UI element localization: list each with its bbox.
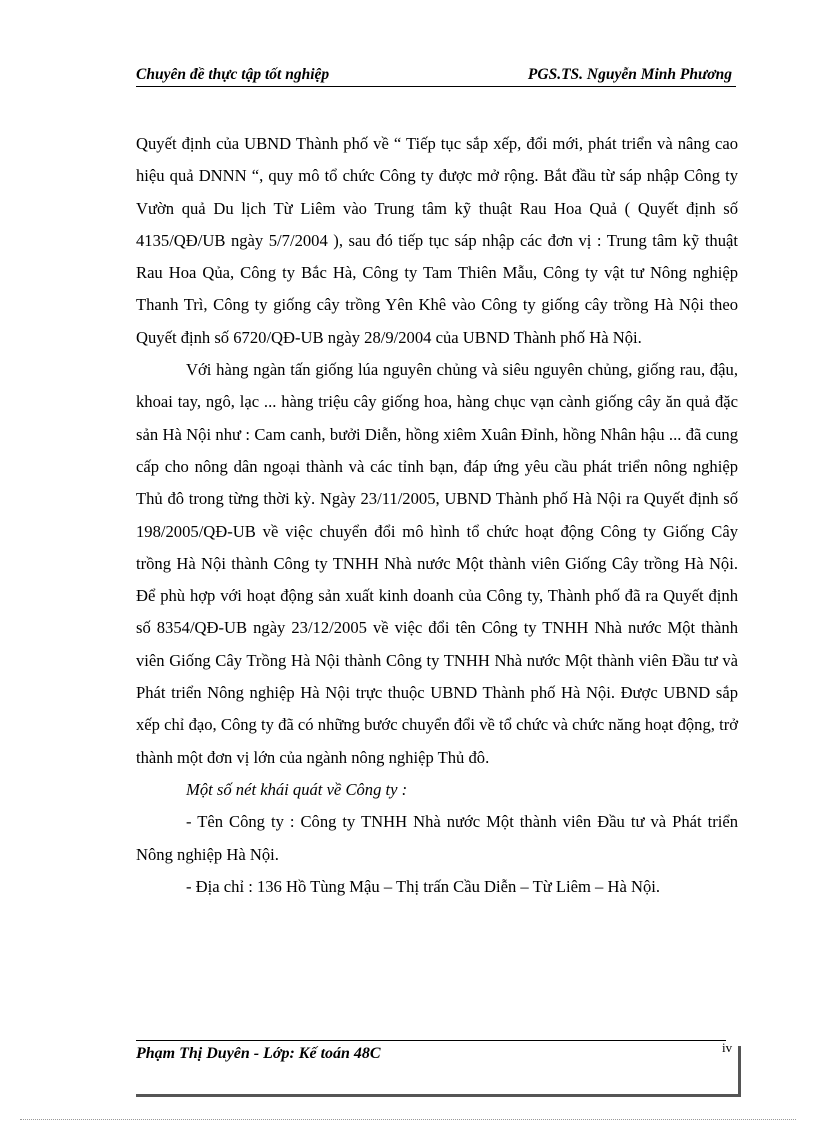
paragraph: Với hàng ngàn tấn giống lúa nguyên chủng và siêu nguyên chủng, giống rau, đậu, khoai tay, ngô, lạc ... hàng triệu cây giống hoa, hàng chục vạn cành giống cây ăn quả đặc sản Hà Nội như : Cam canh, bưởi Diễn, hồng xiêm Xuân Đỉnh, hồng Nhân hậu ... đã cung cấp cho nông dân ngoại thành và các tỉnh bạn, đáp ứng yêu cầu phát triển nông nghiệp Thủ đô trong từng thời kỳ. Ngày 23/11/2005, UBND Thành phố Hà Nội ra Quyết định số 198/2005/QĐ-UB về việc chuyển đổi mô hình tổ chức hoạt động Công ty Giống Cây trồng Hà Nội thành Công ty TNHH Nhà nước Một thành viên Giống Cây trồng Hà Nội. Để phù hợp với hoạt động sản xuất kinh doanh của Công ty, Thành phố đã ra Quyết định số 8354/QĐ-UB ngày 23/12/2005 về việc đổi tên Công ty TNHH Nhà nước Một thành viên Giống Cây Trồng Hà Nội thành Công ty TNHH Nhà nước Một thành viên Đầu tư và Phát triển Nông nghiệp Hà Nội trực thuộc UBND Thành phố Hà Nội. Được UBND sắp xếp chỉ đạo, Công ty đã có những bước chuyển đổi về tổ chức và chức năng hoạt động, trở thành một đơn vị lớn của ngành nông nghiệp Thủ đô. xyxy=(136,360,738,767)
section-intro: Một số nét khái quát về Công ty : xyxy=(186,779,408,799)
paragraph: Quyết định của UBND Thành phố về “ Tiếp tục sắp xếp, đổi mới, phát triển và nâng cao hiệu quả DNNN “, quy mô tổ chức Công ty được mở rộng. Bắt đầu từ sáp nhập Công ty Vườn quả Du lịch Từ Liêm vào Trung tâm kỹ thuật Rau Hoa Quả ( Quyết định số 4135/QĐ/UB ngày 5/7/2004 ), sau đó tiếp tục sáp nhập các đơn vị : Trung tâm kỹ thuật Rau Hoa Qủa, Công ty Bắc Hà, Công ty Tam Thiên Mẫu, Công ty vật tư Nông nghiệp Thanh Trì, Công ty giống cây trồng Yên Khê vào Công ty giống cây trồng Hà Nội theo Quyết định số 6720/QĐ-UB ngày 28/9/2004 của UBND Thành phố Hà Nội. xyxy=(136,134,738,347)
page-header xyxy=(136,64,736,87)
border-shadow-bottom xyxy=(136,1094,741,1097)
header-supervisor: PGS.TS. Nguyễn Minh Phương xyxy=(527,66,732,83)
page-footer xyxy=(136,1040,726,1073)
document-body xyxy=(136,128,738,903)
footer-author: Phạm Thị Duyên - Lớp: Kế toán 48C xyxy=(136,1045,381,1062)
list-item: - Địa chỉ : 136 Hồ Tùng Mậu – Thị trấn Cầu Diễn – Từ Liêm – Hà Nội. xyxy=(186,876,661,896)
border-shadow-right xyxy=(738,1046,741,1096)
list-item: - Tên Công ty : Công ty TNHH Nhà nước Một thành viên Đầu tư và Phát triển Nông nghiệp Hà Nội. xyxy=(136,812,738,864)
page-edge-divider xyxy=(20,1119,796,1120)
header-title: Chuyên đề thực tập tốt nghiệp xyxy=(136,66,330,83)
page-number: iv xyxy=(722,1040,733,1055)
